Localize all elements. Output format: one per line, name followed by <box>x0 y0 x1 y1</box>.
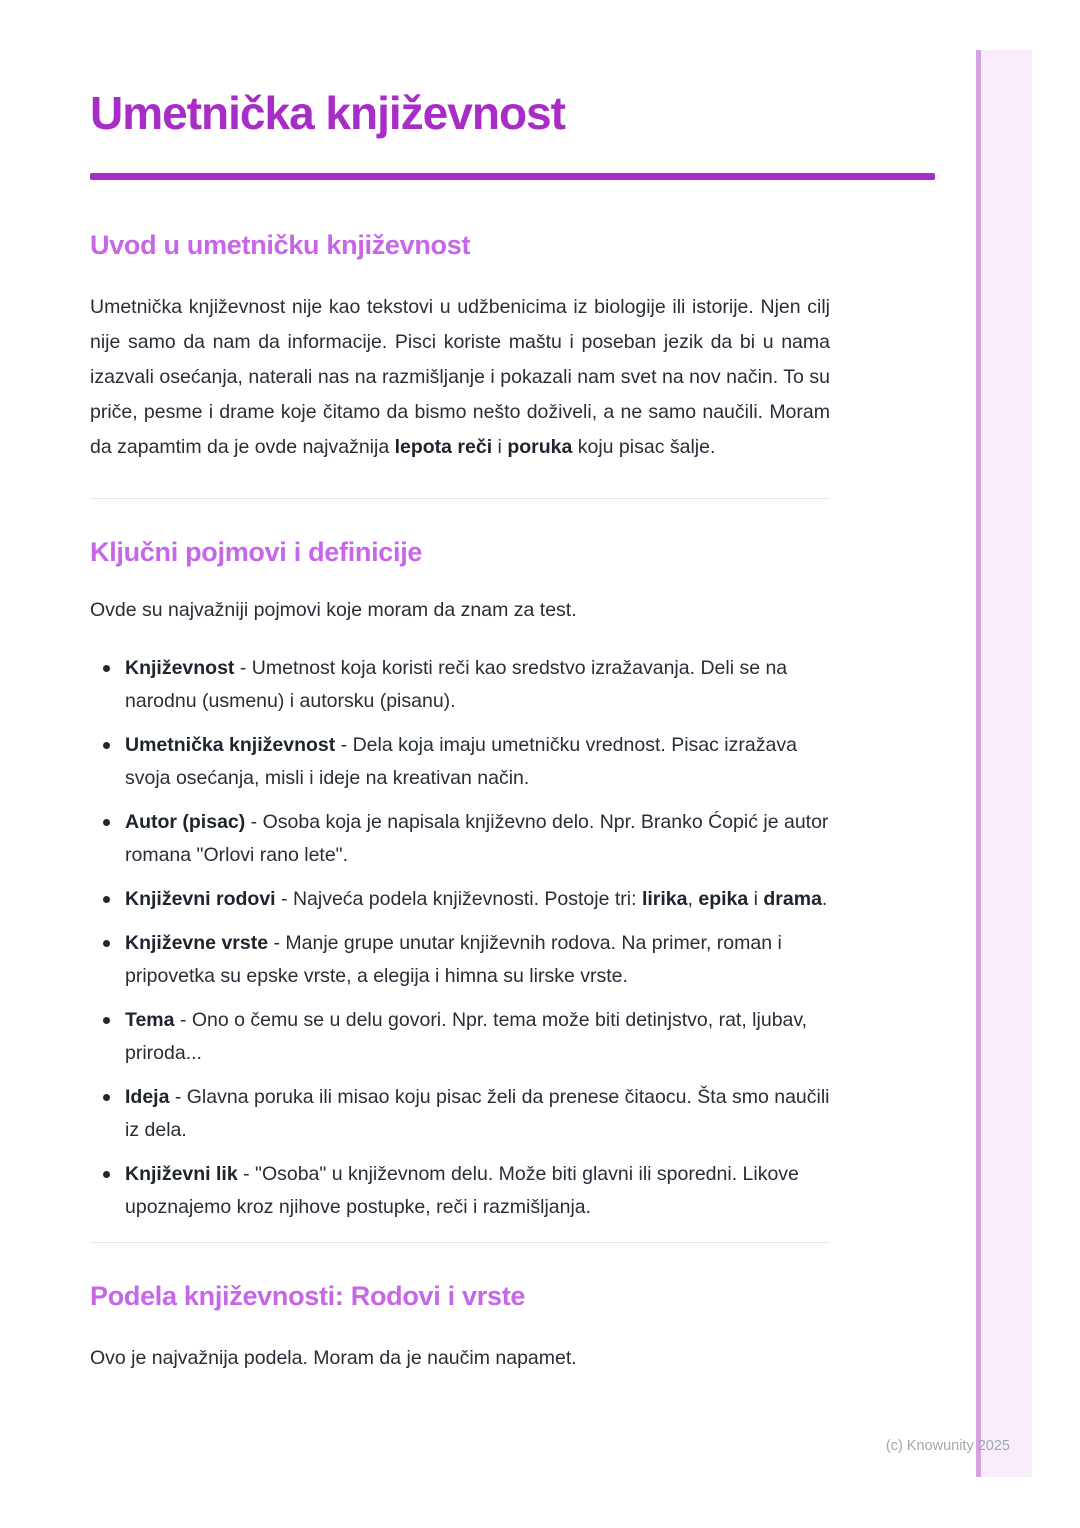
term-list-item: Književni lik - "Osoba" u književnom delu. Može biti glavni ili sporedni. Likove upoznajemo kroz njihove postupke, reči i razmišljanja. <box>90 1158 830 1224</box>
term-list-item: Autor (pisac) - Osoba koja je napisala književno delo. Npr. Branko Ćopić je autor romana "Orlovi rano lete". <box>90 806 830 872</box>
section-heading-kljucni-pojmovi: Ključni pojmovi i definicije <box>90 537 423 567</box>
section-heading-uvod: Uvod u umetničku književnost <box>90 230 471 260</box>
term-list-item: Književnost - Umetnost koja koristi reči kao sredstvo izražavanja. Deli se na narodnu (usmenu) i autorsku (pisanu). <box>90 652 830 718</box>
page-title: Umetnička književnost <box>90 87 565 139</box>
term-list-item: Književne vrste - Manje grupe unutar književnih rodova. Na primer, roman i pripovetka su epske vrste, a elegija i himna su lirske vrste. <box>90 927 830 993</box>
term-list-item: Umetnička književnost - Dela koja imaju umetničku vrednost. Pisac izražava svoja osećanja, misli i ideje na kreativan način. <box>90 729 830 795</box>
intro-paragraph: Umetnička književnost nije kao tekstovi u udžbenicima iz biologije ili istorije. Njen cilj nije samo da nam da informacije. Pisci koriste maštu i poseban jezik da bi u nama izazvali osećanja, naterali nas na razmišljanje i pokazali nam svet na nov način. To su priče, pesme i drame koje čitamo da bismo nešto doživeli, a ne samo naučili. Moram da zapamtim da je ovde najvažnija lepota reči i poruka koju pisac šalje. <box>90 296 830 458</box>
key-terms-intro: Ovde su najvažniji pojmovi koje moram da znam za test. <box>90 599 577 621</box>
page-edge-strip <box>976 50 1032 1477</box>
section-divider <box>90 498 830 499</box>
section-heading-podela: Podela književnosti: Rodovi i vrste <box>90 1281 526 1311</box>
division-intro: Ovo je najvažnija podela. Moram da je naučim napamet. <box>90 1347 577 1369</box>
section-divider <box>90 1242 830 1243</box>
term-list-item: Tema - Ono o čemu se u delu govori. Npr. tema može biti detinjstvo, rat, ljubav, priroda... <box>90 1004 830 1070</box>
key-terms-list <box>90 652 830 1224</box>
term-list-item: Ideja - Glavna poruka ili misao koju pisac želi da prenese čitaocu. Šta smo naučili iz dela. <box>90 1081 830 1147</box>
document-content <box>90 0 830 1376</box>
term-list-item: Književni rodovi - Najveća podela književnosti. Postoje tri: lirika, epika i drama. <box>90 883 830 916</box>
copyright-note: (c) Knowunity 2025 <box>885 1438 1010 1454</box>
title-underline-rule <box>90 173 935 180</box>
